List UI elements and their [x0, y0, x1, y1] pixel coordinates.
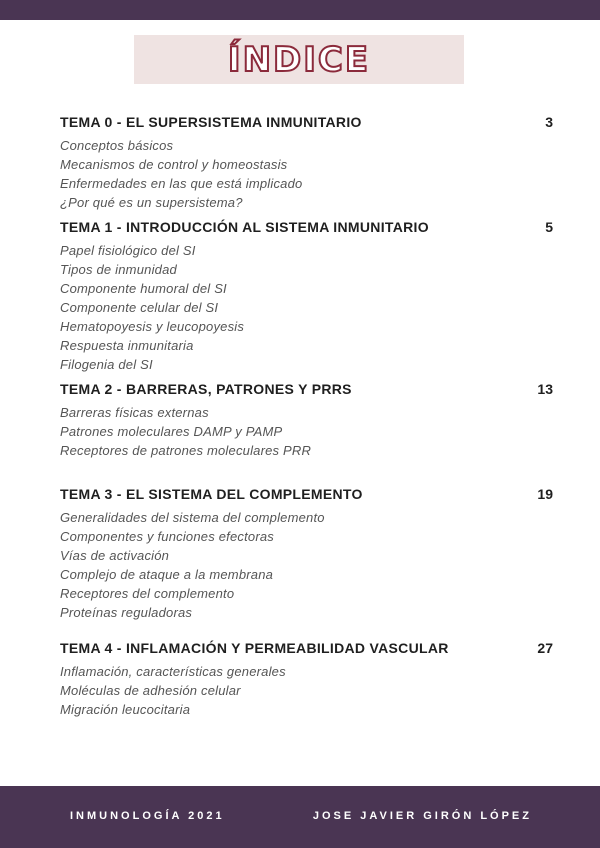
- section-title: TEMA 2 - BARRERAS, PATRONES Y PRRS: [60, 381, 352, 397]
- subtopic-list: [60, 241, 553, 374]
- subtopic-item[interactable]: Barreras físicas externas: [60, 405, 209, 420]
- section-title: TEMA 0 - EL SUPERSISTEMA INMUNITARIO: [60, 114, 362, 130]
- subtopic-item[interactable]: Migración leucocitaria: [60, 702, 191, 717]
- subtopic-item[interactable]: ¿Por qué es un supersistema?: [60, 195, 243, 210]
- subtopic-item[interactable]: Tipos de inmunidad: [60, 262, 177, 277]
- subtopic-item[interactable]: Enfermedades en las que está implicado: [60, 176, 303, 191]
- subtopic-item[interactable]: Inflamación, características generales: [60, 664, 286, 679]
- subtopic-item[interactable]: Hematopoyesis y leucopoyesis: [60, 319, 245, 334]
- toc-section: [60, 217, 553, 374]
- subtopic-item[interactable]: Componente humoral del SI: [60, 281, 227, 296]
- section-page-number: 19: [537, 486, 553, 502]
- section-heading[interactable]: [60, 112, 553, 132]
- section-heading[interactable]: [60, 379, 553, 399]
- subtopic-list: [60, 403, 553, 460]
- section-heading[interactable]: [60, 638, 553, 658]
- subtopic-item[interactable]: Componentes y funciones efectoras: [60, 529, 274, 544]
- subtopic-item[interactable]: Respuesta inmunitaria: [60, 338, 194, 353]
- toc-section: [60, 112, 553, 212]
- section-page-number: 5: [545, 219, 553, 235]
- toc-section: [60, 484, 553, 622]
- subtopic-item[interactable]: Proteínas reguladoras: [60, 605, 193, 620]
- top-bar: [0, 0, 600, 20]
- subtopic-item[interactable]: Mecanismos de control y homeostasis: [60, 157, 288, 172]
- subtopic-item[interactable]: Receptores del complemento: [60, 586, 235, 601]
- section-title: TEMA 4 - INFLAMACIÓN Y PERMEABILIDAD VASCULAR: [60, 640, 449, 656]
- section-page-number: 27: [537, 640, 553, 656]
- subtopic-item[interactable]: Conceptos básicos: [60, 138, 174, 153]
- subtopic-list: [60, 136, 553, 212]
- subtopic-list: [60, 662, 553, 719]
- subtopic-item[interactable]: Complejo de ataque a la membrana: [60, 567, 274, 582]
- subtopic-item[interactable]: Vías de activación: [60, 548, 170, 563]
- subtopic-item[interactable]: Receptores de patrones moleculares PRR: [60, 443, 312, 458]
- subtopic-list: [60, 508, 553, 622]
- subtopic-item[interactable]: Componente celular del SI: [60, 300, 219, 315]
- table-of-contents: [60, 112, 553, 719]
- subtopic-item[interactable]: Patrones moleculares DAMP y PAMP: [60, 424, 283, 439]
- toc-section: [60, 379, 553, 460]
- section-page-number: 13: [537, 381, 553, 397]
- page-title: ÍNDICE: [227, 39, 371, 80]
- footer-author-label: JOSE JAVIER GIRÓN LÓPEZ: [312, 810, 532, 822]
- section-title: TEMA 1 - INTRODUCCIÓN AL SISTEMA INMUNITARIO: [60, 219, 429, 235]
- section-heading[interactable]: [60, 217, 553, 237]
- toc-section: [60, 638, 553, 719]
- subtopic-item[interactable]: Moléculas de adhesión celular: [60, 683, 241, 698]
- section-title: TEMA 3 - EL SISTEMA DEL COMPLEMENTO: [60, 486, 363, 502]
- subtopic-item[interactable]: Filogenia del SI: [60, 357, 153, 372]
- subtopic-item[interactable]: Papel fisiológico del SI: [60, 243, 196, 258]
- footer-course-label: INMUNOLOGÍA 2021: [70, 810, 225, 822]
- section-heading[interactable]: [60, 484, 553, 504]
- section-page-number: 3: [545, 114, 553, 130]
- subtopic-item[interactable]: Generalidades del sistema del complemento: [60, 510, 325, 525]
- title-banner: [134, 35, 464, 84]
